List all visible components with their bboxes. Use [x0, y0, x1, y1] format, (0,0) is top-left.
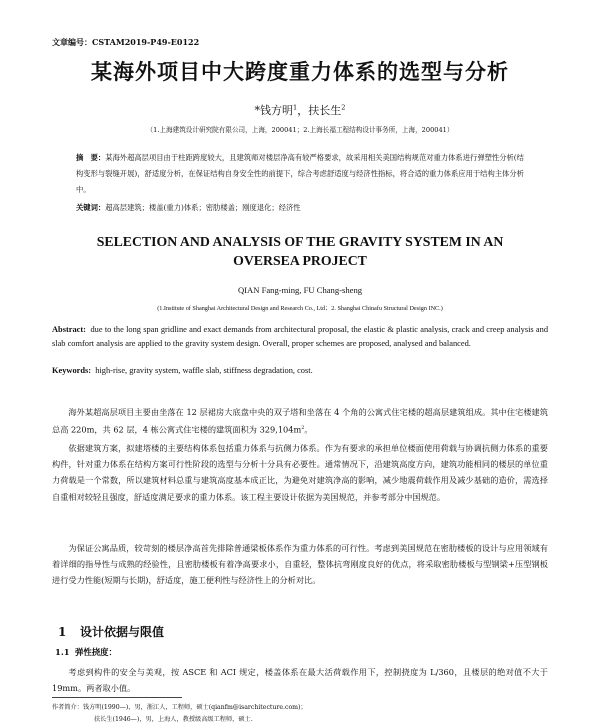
subsection-title: 弹性挠度： [75, 647, 117, 657]
author-1: *钱方明 [254, 104, 294, 117]
affiliation-english: (1.Institute of Shanghai Architectural Design and Research Co., Ltd；2. Shanghai Chinafu Structural Design INC.) [157, 305, 443, 312]
body-paragraph-4: 考虑到构件的安全与美观，按 ASCE 和 ACI 规定，楼盖体系在最大活荷载作用下，控制挠度为 L/360，且楼层的绝对值不大于 19mm。两者取小值。 [52, 667, 548, 694]
affiliation-chinese: （1.上海建筑设计研究院有限公司，上海，200041；2.上海长福工程结构设计事务所，上海，200041） [146, 126, 454, 134]
keywords-english-label: Keywords: [52, 366, 92, 375]
abstract-chinese-text: 某海外超高层项目由于柱距跨度较大，且建筑师对楼层净高有较严格要求，故采用相关美国结构规范对重力体系进行弹塑性分析(结构变形与裂缝开展)，舒适度分析，在保证结构自身安全性的前提下，综合考虑舒适度与经济性指标，将合适的重力体系应用于结构主体分析中。 [76, 153, 524, 194]
author-2: 扶长生 [308, 104, 342, 117]
author-separator: ， [297, 104, 309, 117]
title-chinese: 某海外项目中大跨度重力体系的选型与分析 [91, 59, 509, 84]
footnote-author-2: 扶长生(1946—)，男，上海人，教授级高级工程师，硕士. [94, 716, 253, 723]
section-heading-1 [58, 623, 164, 640]
abstract-chinese [76, 150, 524, 198]
title-english: SELECTION AND ANALYSIS OF THE GRAVITY SYSTEM IN AN OVERSEA PROJECT [96, 234, 504, 268]
body-paragraph-1-text: 海外某超高层项目主要由坐落在 12 层裙房大底盘中央的双子塔和坐落在 4 个角的公寓式住宅楼的超高层建筑组成。其中住宅楼建筑总高 220m，共 62 层，4 栋公寓式住宅楼的建筑面积为 329,104m [52, 407, 548, 435]
author-2-affiliation-mark: 2 [341, 103, 346, 112]
keywords-chinese-label: 关键词： [76, 203, 106, 212]
subsection-heading-1-1 [55, 646, 117, 658]
footnote-divider [52, 697, 182, 698]
body-paragraph-2: 依据建筑方案，拟建塔楼的主要结构体系包括重力体系与抗侧力体系。作为有要求的承担单位楼面使用荷载与协调抗侧力体系的重要构件，针对重力体系在结构方案可行性阶段的选型与分析十分具有必要性。通常情况下，沿建筑高度方向，建筑功能相同的楼层的单位重力荷载是一个常数，所以建筑材料总重与建筑高度基本成正比，为避免对建筑净高的影响，减少地震荷载作用及减少基础的造价，需选择自重相对较轻且强度，舒适度满足要求的重力体系。该工程主要设计依据为美国规范，并参考部分中国规范。 [52, 443, 548, 502]
abstract-english-text: due to the long span gridline and exact demands from architectural proposal, the elastic & plastic analysis, crack and creep analysis and slab comfort analysis are applied to the gravity system design. Overall, proper schemes are proposed, analysed and balanced. [52, 325, 549, 349]
abstract-english [52, 323, 548, 351]
author-1-affiliation-mark: 1 [293, 103, 298, 112]
keywords-english [52, 366, 548, 375]
section-title: 设计依据与限值 [80, 625, 165, 639]
body-paragraph-3: 为保证公寓品质，较苛刻的楼层净高首先排除普通梁板体系作为重力体系的可行性。考虑到美国规范在密肋楼板的设计与应用领域有着详细的指导性与成熟的经验性，且密肋楼板有着净高要求小，自重轻，整体抗弯刚度良好的优点，将采取密肋楼板与型钢梁+压型钢板进行受力性能(短期与长期)，舒适度，施工便利性与经济性上的分析对比。 [52, 543, 548, 586]
keywords-chinese-text: 超高层建筑；楼盖(重力)体系；密肋楼盖；刚度退化；经济性 [105, 203, 301, 212]
body-paragraph-1 [52, 404, 548, 438]
authors-chinese [0, 102, 600, 118]
keywords-english-text: high-rise, gravity system, waffle slab, stiffness degradation, cost. [95, 366, 313, 375]
section-number: 1 [58, 625, 67, 639]
subsection-number: 1.1 [55, 647, 70, 657]
authors-english: QIAN Fang-ming, FU Chang-sheng [237, 285, 363, 295]
abstract-chinese-label: 摘 要： [76, 153, 106, 162]
area-unit-superscript: 2 [301, 425, 305, 432]
body-paragraph-1-end: 。 [304, 424, 313, 435]
article-id: 文章编号：CSTAM2019-P49-E0122 [52, 37, 200, 47]
keywords-chinese [76, 203, 524, 213]
abstract-english-label: Abstract: [52, 325, 86, 334]
footnote-author-1: 作者简介：钱方明(1990—)，男，浙江人，工程师，硕士(qianfm@isarchitecture.com)； [52, 704, 307, 711]
